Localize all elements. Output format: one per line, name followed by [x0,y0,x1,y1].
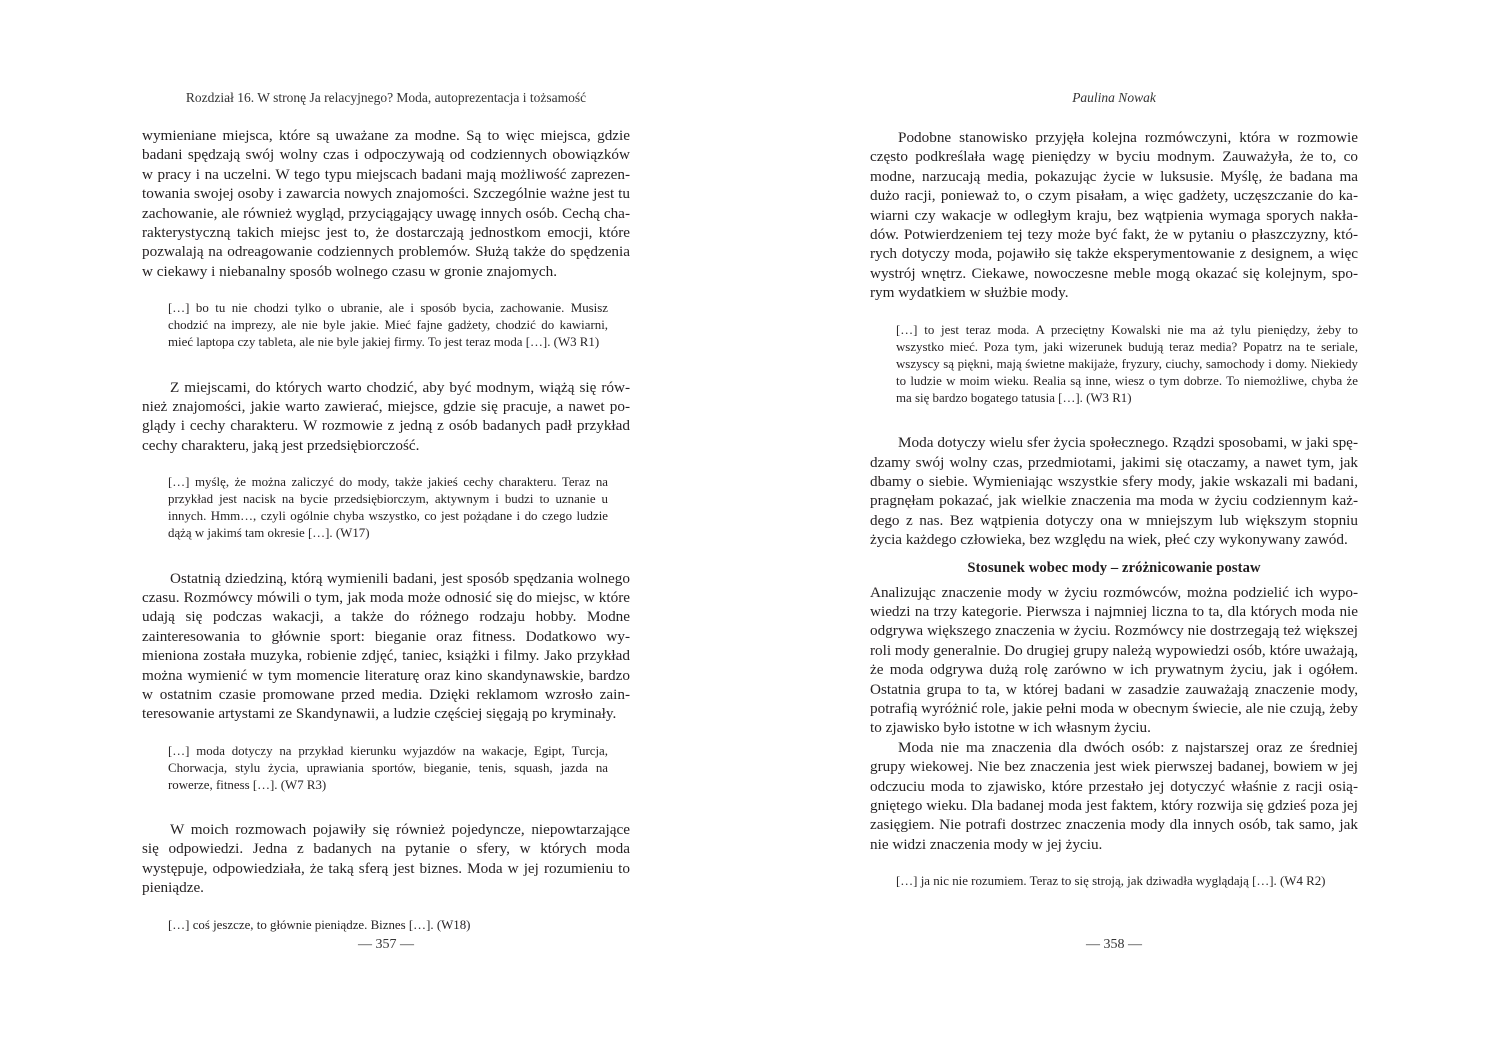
interview-quote: […] myślę, że można zaliczyć do mody, także jakieś cechy charakteru. Teraz na przykład jest nacisk na bycie przedsiębiorczym, aktywnym i budzi to uznanie u innych. Hmm…, czyli ogólnie chyba wszystko, co jest pożądane i do czego ludzie dążą w jakimś tam okresie […]. (W17) [168,475,608,541]
page-number: — 357 — [358,937,414,952]
interview-quote: […] coś jeszcze, to głównie pieniądze. Biznes […]. (W18) [168,917,471,932]
section-heading: Stosunek wobec mody – zróżnicowanie postaw [967,559,1261,576]
left-page-body [142,126,630,960]
left-page [142,0,630,1045]
paragraph: Podobne stanowisko przyjęła kolejna rozmówczyni, która w rozmowie często podkreślała wagę pieniędzy w byciu modnym. Zauważyła, że to, co modne, narzucają media, pokazując życie w luksusie. Myślę, że badana ma dużo racji, ponieważ to, o czym pisałam, a więc gadżety, uczęszczanie do kawiarni czy wakacje w odległym kraju, bez wątpienia wymaga sporych nakładów. Potwierdzeniem tej tezy może być fakt, że w pytaniu o płaszczyzny, których dotyczy moda, pojawiło się także eksperymentowanie z designem, a więc wystrój wnętrz. Ciekawe, nowoczesne meble mogą okazać się kolejnym, sporym wydatkiem w służbie mody. [870,129,1358,302]
page-number: — 358 — [1086,937,1142,952]
paragraph: Z miejscami, do których warto chodzić, aby być modnym, wiążą się również znajomości, jakie warto zawierać, miejsce, gdzie się pracuje, a nawet poglądy i cechy charakteru. W rozmowie z jedną z osób badanych padł przykład cechy charakteru, jaką jest przedsiębiorczość. [142,378,630,454]
running-head-author: Paulina Nowak [1072,90,1156,105]
right-page [870,0,1358,1045]
paragraph: Moda dotyczy wielu sfer życia społecznego. Rządzi sposobami, w jaki spędzamy swój wolny czas, przedmiotami, jakimi się otaczamy, a nawet tym, jak dbamy o siebie. Wymieniając wszystkie sfery mody, jakie wskazali mi badani, pragnęłam pokazać, jak wielkie znaczenia ma moda w życiu codziennym każdego z nas. Bez wątpienia dotyczy ona w mniejszym lub większym stopniu życia każdego człowieka, bez względu na wiek, płeć czy wykonywany zawód. [870,434,1358,549]
interview-quote: […] ja nic nie rozumiem. Teraz to się stroją, jak dziwadła wyglądają […]. (W4 R2) [896,874,1326,889]
paragraph: Moda nie ma znaczenia dla dwóch osób: z najstarszej oraz ze średniej grupy wiekowej. Nie bez znaczenia jest wiek pierwszej badanej, bowiem w jej odczuciu moda to zjawisko, które przestało jej dotyczyć właśnie z racji osiągniętego wieku. Dla badanej moda jest faktem, który rozwija się gdzieś poza jej zasięgiem. Nie potrafi dostrzec znaczenia mody dla innych osób, tak samo, jak nie widzi znaczenia mody w jej życiu. [870,738,1358,853]
paragraph: wymieniane miejsca, które są uważane za modne. Są to więc miejsca, gdzie badani spędzają swój wolny czas i odpoczywają od codziennych obowiązków w pracy i na uczelni. W tego typu miejscach badani mają możliwość zaprezentowania swojej osoby i zawarcia nowych znajomości. Szczególnie ważne jest tu zachowanie, ale również wygląd, przyciągający uwagę innych osób. Cechą charakterystyczną takich miejsc jest to, że dostarczają jednostkom emocji, które pozwalają na odreagowanie codziennych problemów. Służą także do spędzenia w ciekawy i niebanalny sposób wolnego czasu w gronie znajomych. [142,127,630,280]
interview-quote: […] bo tu nie chodzi tylko o ubranie, ale i sposób bycia, zachowanie. Musisz chodzić na imprezy, ale nie byle jakie. Mieć fajne gadżety, chodzić do kawiarni, mieć laptopa czy tableta, ale nie byle jakiej firmy. To jest teraz moda […]. (W3 R1) [168,301,608,350]
paragraph: Ostatnią dziedziną, którą wymienili badani, jest sposób spędzania wolnego czasu. Rozmówcy mówili o tym, jak moda może odnosić się do miejsc, w które udają się podczas wakacji, a także do różnego rodzaju hobby. Modne zainteresowania to głównie sport: bieganie oraz fitness. Dodatkowo wymieniona została muzyka, robienie zdjęć, taniec, książki i filmy. Jako przykład można wymienić w tym momencie literaturę oraz kino skandynawskie, bardzo w ostatnim czasie promowane przed media. Dzięki reklamom wzrosło zainteresowanie artystami ze Skandynawii, a ludzie częściej sięgają po kryminały. [142,569,630,723]
paragraph: Analizując znaczenie mody w życiu rozmówców, można podzielić ich wypowiedzi na trzy kategorie. Pierwsza i najmniej liczna to ta, dla których moda nie odgrywa większego znaczenia w życiu. Rozmówcy nie dostrzegają też większej roli mody generalnie. Do drugiej grupy należą wypowiedzi osób, które uważają, że moda odgrywa dużą rolę zarówno w ich prywatnym życiu, jak i ogółem. Ostatnia grupa to ta, w której badani w zasadzie zauważają znaczenie mody, potrafią wyróżnić role, jakie pełni moda w obecnym świecie, ale nie czują, żeby to zjawisko było istotne w ich własnym życiu. [870,583,1358,737]
right-page-body [870,128,1358,916]
interview-quote: […] to jest teraz moda. A przeciętny Kowalski nie ma aż tylu pieniędzy, żeby to wszystko mieć. Poza tym, jaki wizerunek budują teraz media? Popatrz na te seriale, wszyscy są piękni, mają świetne makijaże, fryzury, ciuchy, samochody i domy. Niekiedy to ludzie w moim wieku. Realia są inne, wiesz o tym dobrze. To niemożliwe, chyba że ma się bardzo bogatego tatusia […]. (W3 R1) [896,322,1358,406]
interview-quote: […] moda dotyczy na przykład kierunku wyjazdów na wakacje, Egipt, Turcja, Chorwacja, stylu życia, uprawiania sportów, bieganie, tenis, squash, jazda na rowerze, fitness […]. (W7 R3) [168,743,608,792]
running-head-chapter: Rozdział 16. W stronę Ja relacyjnego? Moda, autoprezentacja i tożsamość [185,90,587,105]
paragraph: W moich rozmowach pojawiły się również pojedyncze, niepowtarzające się odpowiedzi. Jedna z badanych na pytanie o sfery, w których moda występuje, odpowiedziała, że taką sferą jest biznes. Moda w jej rozumieniu to pieniądze. [142,821,630,897]
